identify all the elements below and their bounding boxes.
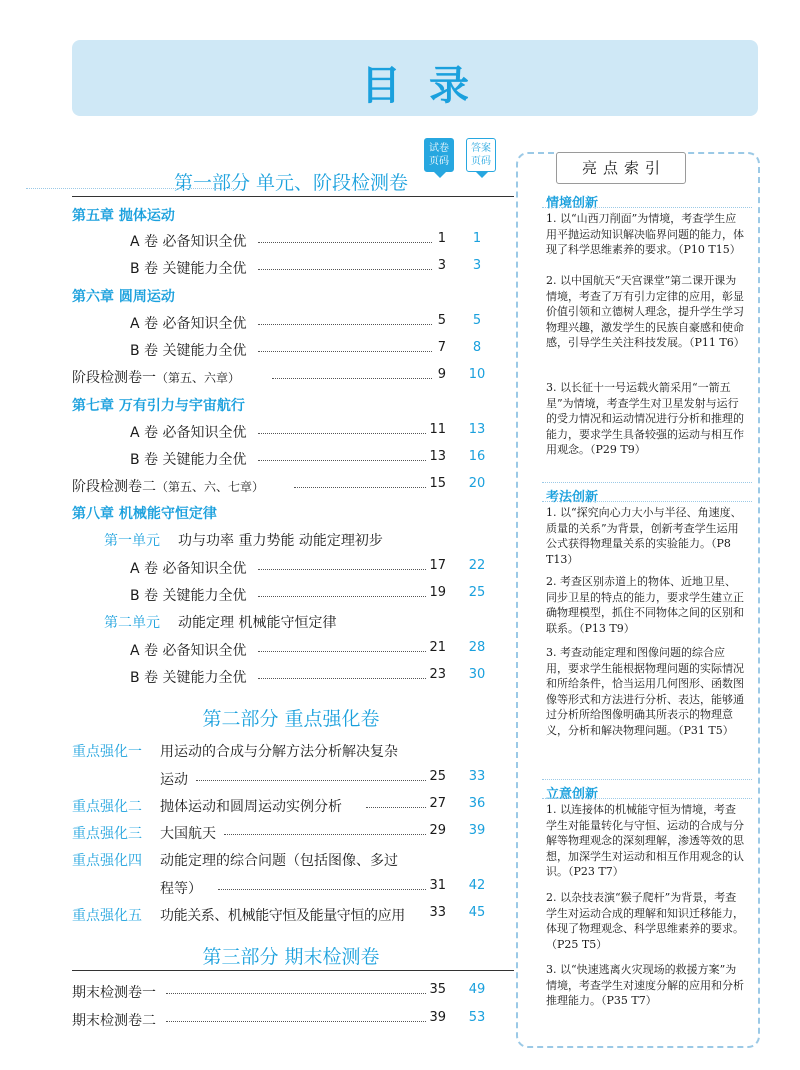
page-number: 31	[429, 878, 446, 893]
sidebar-item: 3. 考查动能定理和图像问题的综合应用，要求学生能根据物理问题的实际情况和所给条件，恰当运用几何图形、函数图像等形式和方法进行分析、表达，能够通过分析所给图像明确其所表示的物理意义，分析和解决物理问题。（P31 T5）	[546, 646, 744, 737]
row-label: B 卷 关键能力全优	[130, 452, 247, 468]
sidebar-item: 2. 考查区别赤道上的物体、近地卫星、同步卫星的特点的能力，要求学生建立正确物理模型，抓住不同物体之间的区别和联系。（P13 T9）	[546, 575, 744, 635]
keypoint-row	[72, 823, 492, 843]
sidebar-divider	[26, 188, 236, 189]
sidebar-item: 2. 以中国航天“天宫课堂”第二课开课为情境，考查了万有引力定律的应用，彰显价值引领和立德树人理念，提升学生学习物理兴趣，激发学生的民族自豪感和使命感，引导学生关注科技发展。（P11 T6）	[546, 274, 745, 349]
leader-dots	[294, 487, 426, 488]
chapter-8-title: 第八章 机械能守恒定律	[72, 506, 217, 522]
part-one-title: 第一部分 单元、阶段检测卷	[173, 172, 409, 194]
sidebar-divider	[542, 482, 752, 483]
keypoint-head: 重点强化一	[72, 744, 142, 760]
sidebar-divider	[542, 501, 752, 502]
page-number: 5	[437, 313, 446, 328]
page-number: 33	[429, 905, 446, 920]
chapter-7-title: 第七章 万有引力与宇宙航行	[72, 398, 245, 414]
row-label: B 卷 关键能力全优	[130, 343, 247, 359]
keypoint-head: 重点强化三	[72, 826, 142, 842]
keypoint-text: 动能定理的综合问题（包括图像、多过	[160, 853, 398, 869]
toc-row-final-1[interactable]	[72, 982, 492, 1002]
sidebar-item: 1. 以“山西刀削面”为情境，考查学生应用平抛运动知识解决临界问题的能力，体现了科学思维素养的要求。（P10 T15）	[546, 212, 744, 256]
answer-page: 22	[468, 558, 486, 573]
chapter-6-title: 第六章 圆周运动	[72, 289, 175, 305]
keypoint-head: 重点强化二	[72, 799, 142, 815]
answer-page: 5	[472, 313, 482, 328]
keypoint-2[interactable]	[72, 796, 492, 818]
leader-dots	[258, 242, 432, 243]
page-number: 15	[429, 476, 446, 491]
leader-dots	[258, 269, 432, 270]
toc-row[interactable]	[72, 422, 492, 442]
keypoint-3[interactable]	[72, 823, 492, 845]
part-two-title: 第二部分 重点强化卷	[202, 708, 380, 730]
answer-page: 30	[468, 667, 486, 682]
unit-1-title: 第一单元 功与功率 重力势能 动能定理初步	[104, 533, 383, 549]
keypoint-text: 大国航天	[160, 826, 216, 842]
toc-row[interactable]	[72, 258, 492, 278]
row-label: A 卷 必备知识全优	[130, 425, 247, 441]
keypoint-4[interactable]	[72, 850, 492, 904]
leader-dots	[196, 780, 426, 781]
leader-dots	[258, 351, 432, 352]
keypoint-text: 程等）	[160, 881, 202, 897]
row-label: 阶段检测卷一（第五、六章）	[72, 370, 241, 386]
sidebar-item: 1. 以连接体的机械能守恒为情境，考查学生对能量转化与守恒、运动的合成与分解等物理观念的深刻理解，渗透等效的思想，加深学生对运动和相互作用观念的认识。（P23 T7）	[546, 803, 744, 878]
toc-row[interactable]	[72, 340, 492, 360]
sidebar-divider	[542, 798, 752, 799]
answer-page: 33	[468, 769, 486, 784]
leader-dots	[258, 596, 426, 597]
page-number: 1	[437, 231, 446, 246]
toc-row-final-2[interactable]	[72, 1010, 492, 1030]
toc-row[interactable]	[72, 585, 492, 605]
answer-page: 42	[468, 878, 486, 893]
row-label: 阶段检测卷二（第五、六、七章）	[72, 479, 265, 495]
answer-page: 36	[468, 796, 486, 811]
keypoint-row	[72, 878, 492, 898]
toc-row[interactable]	[72, 449, 492, 469]
page-title: 目录	[361, 63, 497, 109]
leader-dots	[258, 678, 426, 679]
leader-dots	[166, 1021, 426, 1022]
unit-2-title: 第二单元 动能定理 机械能守恒定律	[104, 615, 337, 631]
keypoint-text: 功能关系、机械能守恒及能量守恒的应用	[160, 908, 405, 924]
row-label: 期末检测卷二	[72, 1013, 156, 1029]
leader-dots	[258, 651, 426, 652]
answer-page: 3	[472, 258, 482, 273]
answer-page: 20	[468, 476, 486, 491]
leader-dots	[166, 993, 426, 994]
leader-dots	[258, 460, 426, 461]
page-number: 39	[429, 1010, 446, 1025]
row-label: B 卷 关键能力全优	[130, 261, 247, 277]
sidebar-divider	[542, 779, 752, 780]
toc-row-stage-test-1[interactable]	[72, 367, 492, 387]
toc-row[interactable]	[72, 667, 492, 687]
answer-page: 13	[468, 422, 486, 437]
sidebar-item: 3. 以长征十一号运载火箭采用“一箭五星”为情境，考查学生对卫星发射与运行的受力情况和运动情况进行分析和推理的能力，要求学生具备较强的运动与相互作用观念。（P29 T9）	[546, 381, 744, 456]
row-label: B 卷 关键能力全优	[130, 670, 247, 686]
row-label: A 卷 必备知识全优	[130, 561, 247, 577]
row-label: 期末检测卷一	[72, 985, 156, 1001]
leader-dots	[258, 324, 432, 325]
keypoint-text: 抛体运动和圆周运动实例分析	[160, 799, 342, 815]
answer-page: 16	[468, 449, 486, 464]
page-number: 7	[437, 340, 446, 355]
keypoint-head: 重点强化五	[72, 908, 142, 924]
sidebar-section-head: 考法创新	[546, 490, 599, 505]
toc-row[interactable]	[72, 640, 492, 660]
keypoint-row	[72, 905, 492, 925]
answer-page: 39	[468, 823, 486, 838]
answer-page: 1	[472, 231, 482, 246]
keypoint-1[interactable]	[72, 741, 492, 795]
page-number: 11	[429, 422, 446, 437]
page-number: 3	[437, 258, 446, 273]
page-number: 23	[429, 667, 446, 682]
sidebar-section-head: 立意创新	[546, 787, 599, 802]
page-number: 13	[429, 449, 446, 464]
answer-page: 28	[468, 640, 486, 655]
part-divider	[72, 196, 514, 197]
leader-dots	[272, 378, 432, 379]
part-three-title: 第三部分 期末检测卷	[202, 946, 380, 968]
sidebar-section-head: 情境创新	[546, 196, 599, 211]
answer-page: 8	[472, 340, 482, 355]
leader-dots	[366, 807, 426, 808]
leader-dots	[258, 433, 426, 434]
sidebar-item: 2. 以杂技表演“猴子爬杆”为背景，考查学生对运动合成的理解和知识迁移能力，体现了物理观念、科学思维素养的要求。（P25 T5）	[546, 891, 744, 951]
keypoint-row	[72, 796, 492, 816]
page-number: 17	[429, 558, 446, 573]
toc-row[interactable]	[72, 231, 492, 251]
keypoint-text: 用运动的合成与分解方法分析解决复杂	[160, 744, 398, 760]
leader-dots	[218, 889, 426, 890]
answer-page: 10	[468, 367, 486, 382]
page-number: 25	[429, 769, 446, 784]
keypoint-head: 重点强化四	[72, 853, 142, 869]
leader-dots	[224, 834, 426, 835]
toc-row-stage-test-2[interactable]	[72, 476, 492, 496]
toc-row[interactable]	[72, 313, 492, 333]
keypoint-row	[72, 769, 492, 789]
sidebar-item: 3. 以“快速逃离火灾现场的救援方案”为情境，考查学生对速度分解的应用和分析推理能力。（P35 T7）	[546, 963, 744, 1007]
chapter-5-title: 第五章 抛体运动	[72, 208, 175, 224]
answer-page: 49	[468, 982, 486, 997]
answer-page: 53	[468, 1010, 486, 1025]
row-label: B 卷 关键能力全优	[130, 588, 247, 604]
page-number: 19	[429, 585, 446, 600]
sidebar-divider	[542, 207, 752, 208]
answer-page: 25	[468, 585, 486, 600]
keypoint-5[interactable]	[72, 905, 492, 927]
test-page-tag: 试卷页码	[424, 138, 454, 172]
page-number: 9	[437, 367, 446, 382]
toc-row[interactable]	[72, 558, 492, 578]
part-divider	[72, 970, 514, 971]
row-label: A 卷 必备知识全优	[130, 643, 247, 659]
keypoint-text: 运动	[160, 772, 188, 788]
leader-dots	[258, 569, 426, 570]
sidebar-title: 亮点索引	[556, 152, 686, 184]
page-number: 21	[429, 640, 446, 655]
page-number: 27	[429, 796, 446, 811]
page-number: 35	[429, 982, 446, 997]
sidebar-item: 1. 以“探究向心力大小与半径、角速度、质量的关系”为背景，创新考查学生运用公式获得物理量关系的实验能力。（P8 T13）	[546, 506, 742, 566]
answer-page-tag: 答案页码	[466, 138, 496, 172]
row-label: A 卷 必备知识全优	[130, 234, 247, 250]
row-label: A 卷 必备知识全优	[130, 316, 247, 332]
answer-page: 45	[468, 905, 486, 920]
title-banner	[72, 40, 758, 116]
page-number: 29	[429, 823, 446, 838]
